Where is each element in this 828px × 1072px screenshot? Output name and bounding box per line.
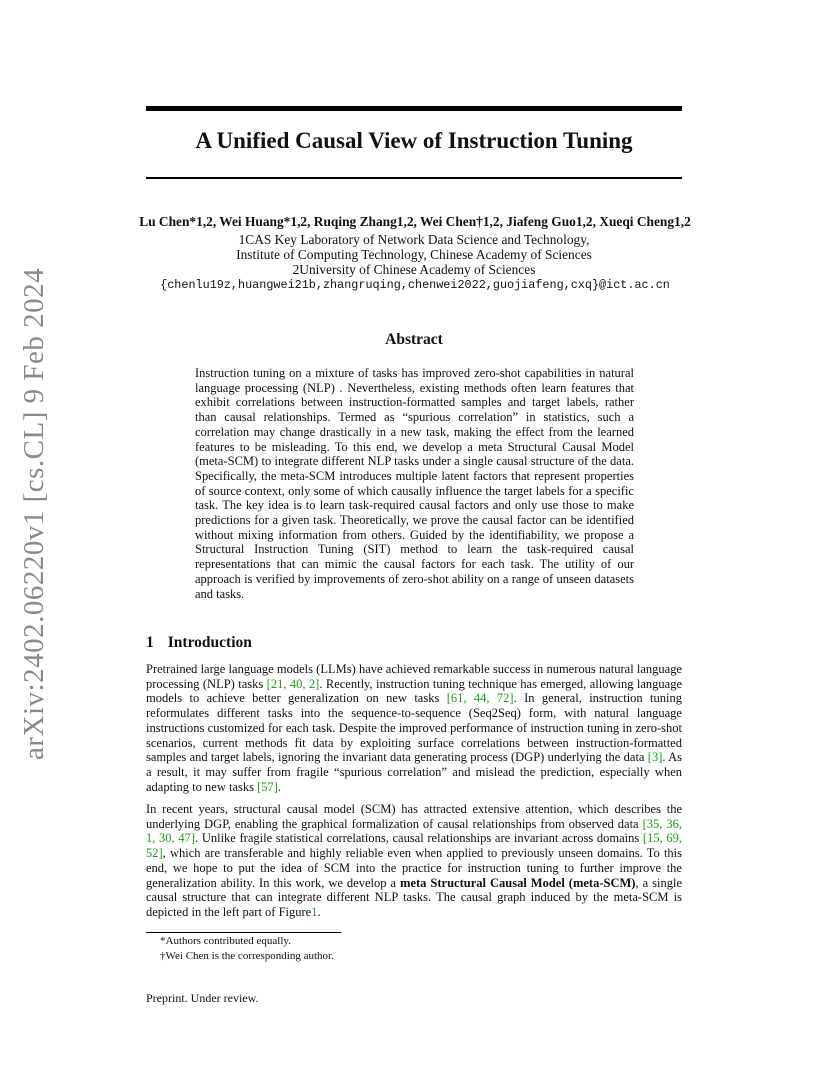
text-run: . As a result, it may suffer from fragile “spurious correlation” and mislead the prediction, especially when adapting to new tasks — [146, 750, 683, 794]
footnote-1: *Authors contributed equally. — [160, 935, 291, 947]
citation-link[interactable]: [35, 36, 1, 30, 47] — [146, 816, 682, 846]
author-emails: {chenlu19z,huangwei21b,zhangruqing,chenwei2022,guojiafeng,cxq}@ict.ac.cn — [160, 278, 670, 292]
text-run: . Recently, instruction tuning technique has emerged, allowing language models to achieve better generalization on new tasks — [146, 676, 682, 706]
author-list: Lu Chen*1,2, Wei Huang*1,2, Ruqing Zhang1,2, Wei Chen†1,2, Jiafeng Guo1,2, Xueqi Cheng1,2 — [139, 214, 691, 229]
paper-title: A Unified Causal View of Instruction Tuning — [195, 128, 633, 153]
title-rule-top — [146, 106, 682, 111]
citation-link[interactable]: [61, 44, 72] — [446, 691, 514, 706]
footnote-2: †Wei Chen is the corresponding author. — [160, 950, 334, 962]
affiliations — [146, 232, 682, 277]
section-title: Introduction — [167, 634, 252, 651]
citation-link[interactable]: [21, 40, 2] — [266, 676, 320, 691]
section-heading — [146, 634, 252, 652]
text-run: . In general, instruction tuning reformulates different tasks into the sequence-to-sequence (Seq2Seq) form, with natural language instructions customized for each task. Despite the improved performance of instruction tuning in zero-shot scenarios, current methods fit data by exploiting surface correlations between instruction-formatted samples and target labels, ignoring the invariant data generating process (DGP) underlying the data — [146, 691, 683, 765]
figure-ref-link[interactable]: 1 — [311, 904, 318, 919]
abstract-text: Instruction tuning on a mixture of tasks has improved zero-shot capabilities in natural language processing (NLP) . Nevertheless, existing methods often learn features that exhibit correlations between instruction-formatted samples and target labels, rather than causal relationships. Termed as “spurious correlation” in statistics, such a correlation may change drastically in a new task, making the effect from the learned features to be misleading. To this end, we develop a meta Structural Causal Model (meta-SCM) to integrate different NLP tasks under a single causal structure of the data. Specifically, the meta-SCM introduces multiple latent factors that represent properties of source context, only some of which causally influence the target labels for a specific task. The key idea is to learn task-required causal factors and only use those to make predictions for a given task. Theoretically, we prove the causal factor can be identified without mixing information from others. Guided by the identifiability, we propose a Structural Instruction Tuning (SIT) method to learn the task-required causal representations that can mimic the causal factors for each task. The utility of our approach is verified by improvements of zero-shot ability on a range of unseen datasets and tasks. — [195, 366, 634, 601]
arxiv-stamp: arXiv:2402.06220v1 [cs.CL] 9 Feb 2024 — [18, 267, 50, 760]
text-run: , which are transferable and highly reliable even when applied to previously unseen domains. To this end, we hope to put the idea of SCM into the practice for instruction tuning to further improve the generalization ability. In this work, we develop a — [146, 846, 682, 890]
text-run: . — [277, 779, 282, 794]
citation-link[interactable]: [57] — [257, 779, 278, 794]
page-footer: Preprint. Under review. — [146, 991, 259, 1005]
text-run: . — [317, 904, 321, 919]
citation-link[interactable]: [15, 69, 52] — [146, 831, 682, 861]
intro-paragraph-2 — [146, 802, 682, 920]
affiliation-line-1: 1CAS Key Laboratory of Network Data Science and Technology, — [238, 232, 590, 247]
title-rule-bottom — [146, 177, 682, 179]
footnote-rule — [146, 932, 341, 933]
intro-paragraph-1 — [146, 662, 682, 794]
section-number: 1 — [146, 634, 154, 651]
affiliation-line-3: 2University of Chinese Academy of Sciences — [292, 262, 536, 277]
abstract-heading: Abstract — [385, 331, 443, 348]
affiliation-line-2: Institute of Computing Technology, Chinese Academy of Sciences — [236, 247, 592, 262]
text-run: , a single causal structure that can integrate different NLP tasks. The causal graph induced by the meta-SCM is depicted in the left part of Figure — [146, 875, 682, 919]
text-run: . Unlike fragile statistical correlations, causal relationships are invariant across domains — [195, 831, 643, 846]
bold-term: meta Structural Causal Model (meta-SCM) — [400, 875, 636, 890]
citation-link[interactable]: [3] — [647, 750, 663, 765]
text-run: Pretrained large language models (LLMs) have achieved remarkable success in numerous natural language processing (NLP) tasks — [146, 662, 682, 691]
text-run: In recent years, structural causal model (SCM) has attracted extensive attention, which describes the underlying DGP, enabling the graphical formalization of causal relationships from observed data — [146, 802, 682, 831]
